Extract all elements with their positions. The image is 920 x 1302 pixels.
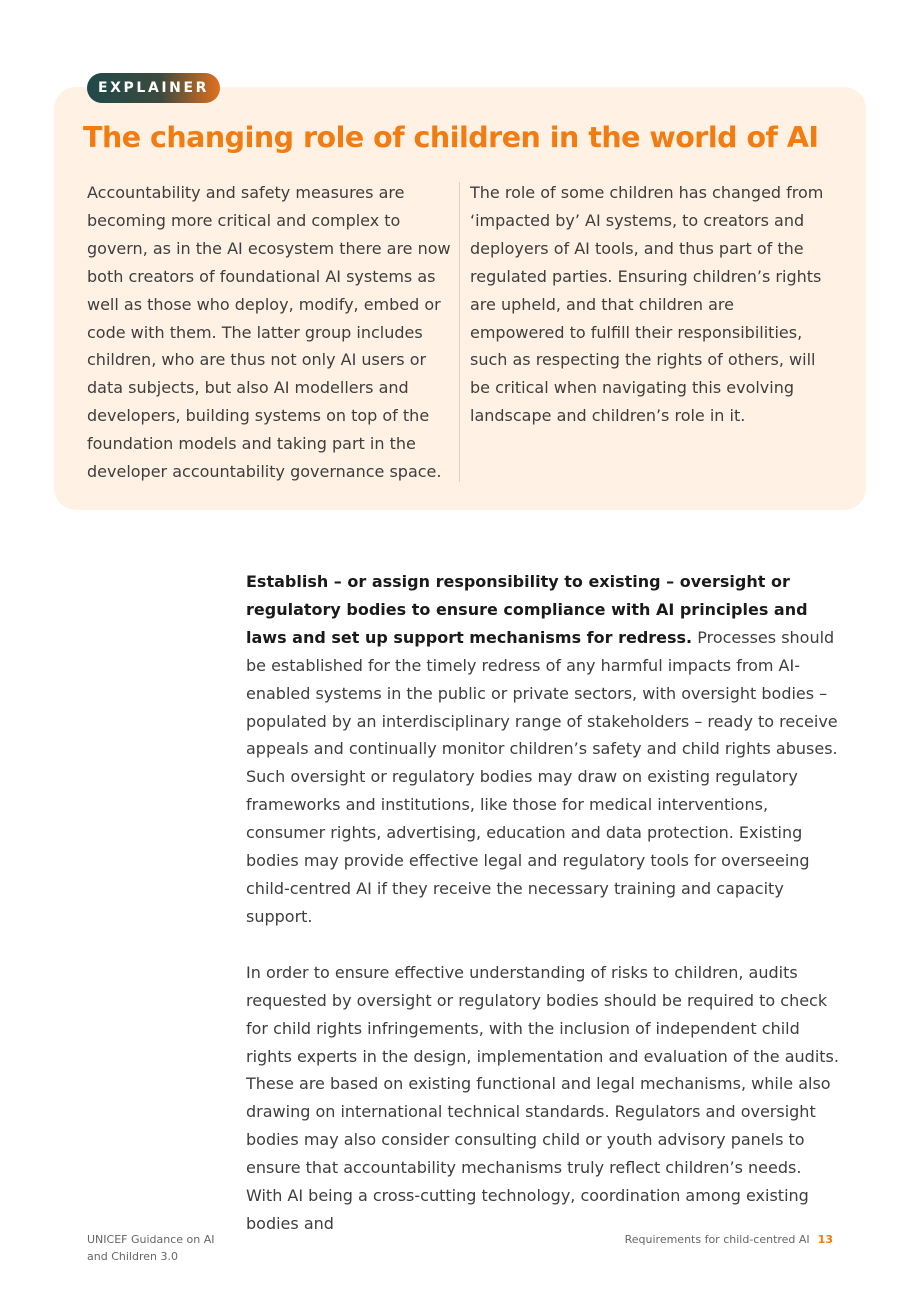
body-paragraph-1-lead: Establish – or assign responsibility to existing – oversight or regulatory bodies to ensure compliance with AI principles and laws and set up support mechanisms for redress. (246, 572, 808, 647)
body-paragraph-1 (246, 568, 840, 931)
footer-section-title: Requirements for child-centred AI (624, 1233, 810, 1246)
body-text (246, 568, 840, 1266)
footer-document-title (87, 1231, 215, 1265)
footer-title-line-2: and Children 3.0 (87, 1250, 178, 1263)
footer-section (625, 1231, 833, 1248)
body-paragraph-2: In order to ensure effective understanding of risks to children, audits requested by oversight or regulatory bodies should be required to check for child rights infringements, with the inclusion of independent child rights experts in the design, implementation and evaluation of the audits. These are based on existing functional and legal mechanisms, while also drawing on international technical standards. Regulators and oversight bodies may also consider consulting child or youth advisory panels to ensure that accountability mechanisms truly reflect children’s needs. With AI being a cross-cutting technology, coordination among existing bodies and (246, 962, 839, 1233)
column-divider (459, 182, 460, 482)
page-number: 13 (817, 1233, 833, 1246)
body-paragraph-1-text: Processes should be established for the timely redress of any harmful impacts from AI-enabled systems in the public or private sectors, with oversight bodies – populated by an interdisciplinary range of stakeholders – ready to receive appeals and continually monitor children’s safety and child rights abuses. Such oversight or regulatory bodies may draw on existing regulatory frameworks and institutions, like those for medical interventions, consumer rights, advertising, education and data protection. Existing bodies may provide effective legal and regulatory tools for overseeing child-centred AI if they receive the necessary training and capacity support. (246, 627, 838, 926)
explainer-title: The changing role of children in the world of AI (83, 121, 819, 154)
explainer-right-column: The role of some children has changed from ‘impacted by’ AI systems, to creators and deployers of AI tools, and thus part of the regulated parties. Ensuring children’s rights are upheld, and that children are empowered to fulfill their responsibilities, such as respecting the rights of others, will be critical when navigating this evolving landscape and children’s role in it. (470, 183, 824, 426)
explainer-left-column: Accountability and safety measures are becoming more critical and complex to govern, as in the AI ecosystem there are now both creators of foundational AI systems as well as those who deploy, modify, embed or code with them. The latter group includes children, who are thus not only AI users or data subjects, but also AI modellers and developers, building systems on top of the foundation models and taking part in the developer accountability governance space. (87, 183, 451, 482)
explainer-badge: EXPLAINER (87, 73, 220, 103)
footer-title-line-1: UNICEF Guidance on AI (87, 1233, 215, 1246)
